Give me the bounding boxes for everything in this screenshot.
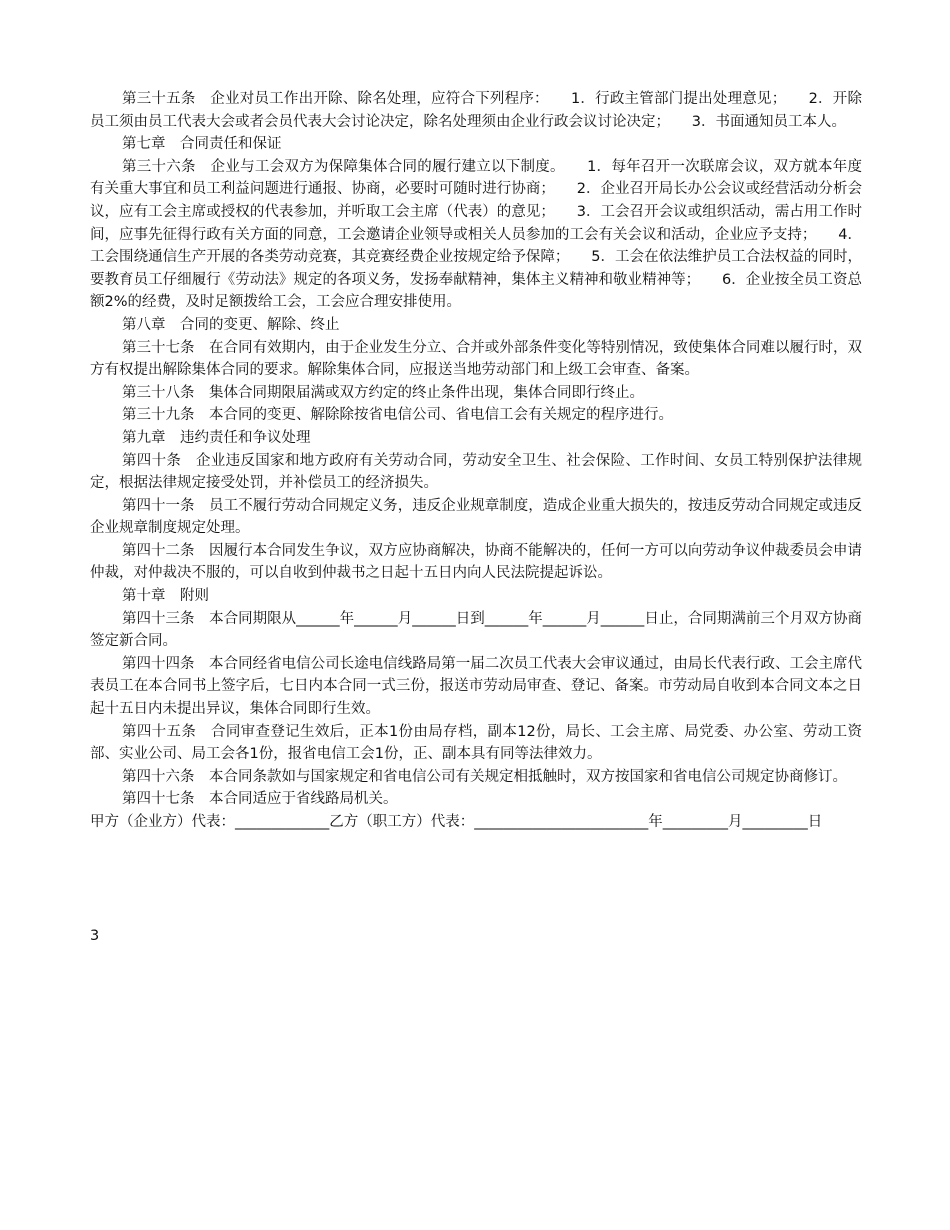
article-44: 第四十四条 本合同经省电信公司长途电信线路局第一届二次员工代表大会审议通过，由局长代表行政、工会主席代表员工在本合同书上签字后，七日内本合同一式三份，报送市劳动局审查、登记、备案。市劳动局自收到本合同文本之日起十五日内未提出异议，集体合同即行生效。	[90, 655, 862, 718]
chapter-7-heading: 第七章 合同责任和保证	[122, 136, 282, 153]
article-46: 第四十六条 本合同条款如与国家规定和省电信公司有关规定相抵触时，双方按国家和省电信公司规定协商修订。	[122, 768, 847, 785]
chapter-9-heading: 第九章 违约责任和争议处理	[122, 429, 311, 446]
page-number: 3	[90, 928, 100, 944]
article-43: 第四十三条 本合同期限从______年______月______日到______年______月______日止，合同期满前三个月双方协商签定新合同。	[90, 610, 862, 650]
article-37: 第三十七条 在合同有效期内，由于企业发生分立、合并或外部条件变化等特别情况，致使集体合同难以履行时，双方有权提出解除集体合同的要求。解除集体合同，应报送当地劳动部门和上级工会审查、备案。	[90, 339, 862, 379]
signature-line: 甲方（企业方）代表：_____________乙方（职工方）代表：________________________年_________月_________日	[90, 814, 823, 830]
article-45: 第四十五条 合同审查登记生效后，正本1份由局存档，副本12份，局长、工会主席、局党委、办公室、劳动工资部、实业公司、局工会各1份，报省电信工会1份，正、副本具有同等法律效力。	[90, 723, 862, 763]
document-body	[90, 88, 862, 834]
article-39: 第三十九条 本合同的变更、解除除按省电信公司、省电信工会有关规定的程序进行。	[122, 407, 673, 424]
article-40: 第四十条 企业违反国家和地方政府有关劳动合同，劳动安全卫生、社会保险、工作时间、女员工特别保护法律规定，根据法律规定接受处罚，并补偿员工的经济损失。	[90, 452, 862, 492]
article-38: 第三十八条 集体合同期限届满或双方约定的终止条件出现，集体合同即行终止。	[122, 384, 644, 401]
article-47: 第四十七条 本合同适应于省线路局机关。	[122, 791, 398, 808]
article-35: 第三十五条 企业对员工作出开除、除名处理，应符合下列程序： 1．行政主管部门提出处理意见； 2．开除员工须由员工代表大会或者会员代表大会讨论决定，除名处理须由企业行政会议讨论决定； 3．书面通知员工本人。	[90, 91, 862, 130]
article-36: 第三十六条 企业与工会双方为保障集体合同的履行建立以下制度。 1．每年召开一次联席会议，双方就本年度有关重大事宜和员工利益问题进行通报、协商，必要时可随时进行协商； 2．企业召开局长办公会议或经营活动分析会议，应有工会主席或授权的代表参加，并听取工会主席（代表）的意见； 3．工会召开会议或组织活动，需占用工作时间，应事先征得行政有关方面的同意，工会邀请企业领导或相关人员参加的工会有关会议和活动，企业应予支持； 4．工会围绕通信生产开展的各类劳动竞赛，其竞赛经费企业按规定给予保障； 5．工会在依法维护员工合法权益的同时，要教育员工仔细履行《劳动法》规定的各项义务，发扬奉献精神，集体主义精神和敬业精神等； 6．企业按全员工资总额2%的经费，及时足额拨给工会，工会应合理安排使用。	[90, 158, 862, 311]
chapter-10-heading: 第十章 附则	[122, 588, 209, 605]
chapter-8-heading: 第八章 合同的变更、解除、终止	[122, 316, 340, 333]
article-41: 第四十一条 员工不履行劳动合同规定义务，违反企业规章制度，造成企业重大损失的，按违反劳动合同规定或违反企业规章制度规定处理。	[90, 497, 862, 537]
article-42: 第四十二条 因履行本合同发生争议，双方应协商解决，协商不能解决的，任何一方可以向劳动争议仲裁委员会申请仲裁，对仲裁决不服的，可以自收到仲裁书之日起十五日内向人民法院提起诉讼。	[90, 542, 862, 582]
